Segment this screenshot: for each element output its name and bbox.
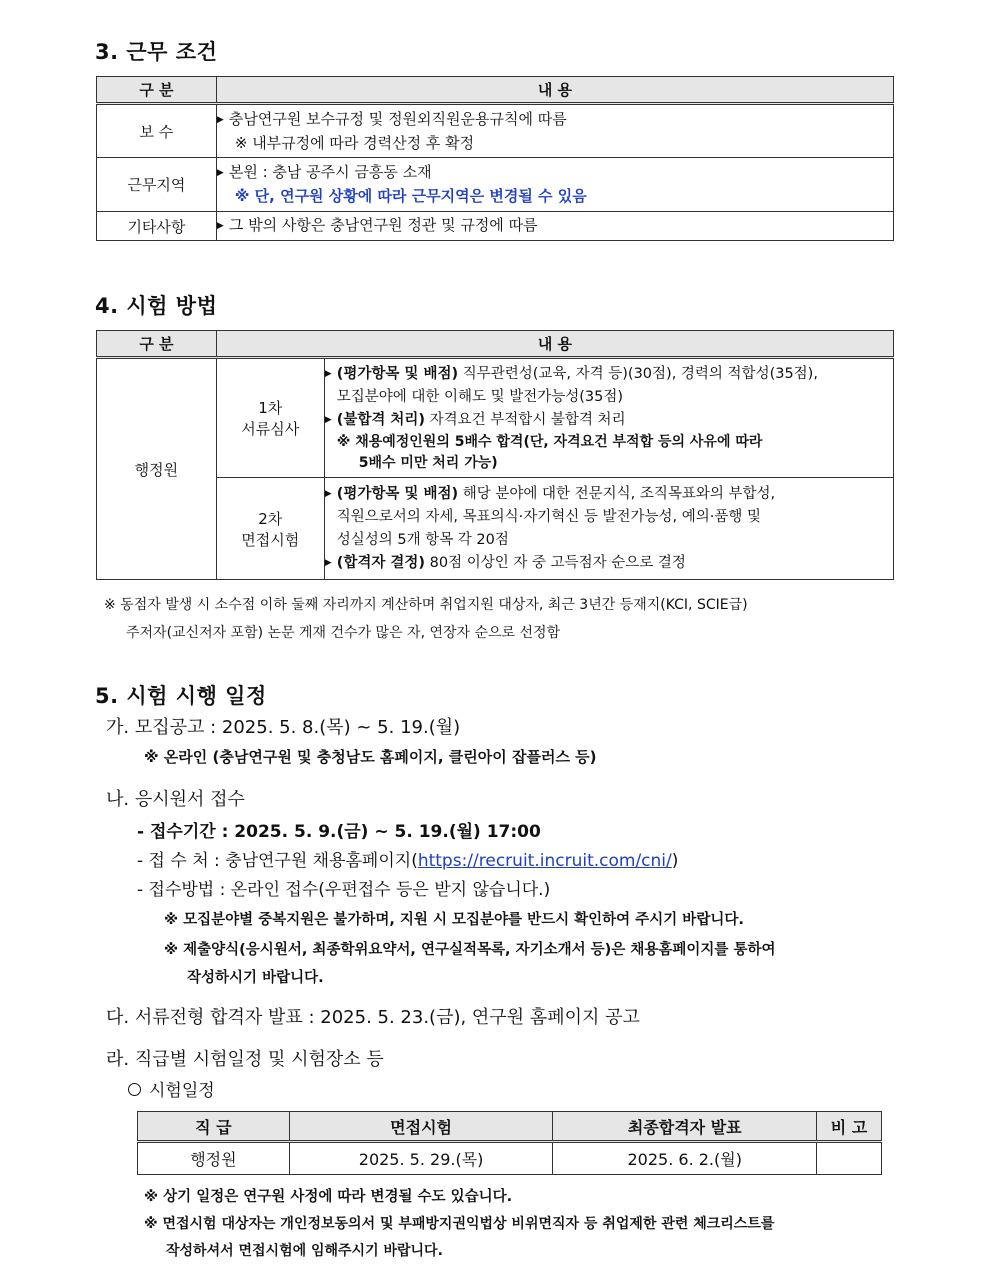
schedule-remarks [817,1142,882,1175]
tie-break-note-cont: 주저자(교신저자 포함) 논문 게재 건수가 많은 자, 연장자 순으로 선정함 [126,625,561,641]
col-header-category: 구 분 [97,77,217,104]
circle-bullet-icon [128,1083,141,1096]
triangle-bullet-icon: ▶ [216,168,224,178]
row-note-highlight: ※ 단, 연구원 상황에 따라 근무지역은 변경될 수 있음 [234,187,587,205]
application-note-1: ※ 모집분야별 중복지원은 불가하며, 지원 시 모집분야를 반드시 확인하여 주시기 바랍니다. [164,912,744,928]
schedule-final-date: 2025. 6. 2.(월) [553,1142,817,1175]
row-note: ※ 내부규정에 따라 경력산정 후 확정 [234,133,475,152]
stage-1-note: ※ 채용예정인원의 5배수 합격(단, 자격요건 부적합 등의 사유에 따라 [336,433,763,450]
tie-break-note: ※ 동점자 발생 시 소수점 이하 둘째 자리까지 계산하며 취업지원 대상자, 최근 3년간 등재지(KCI, SCIE급) [104,597,748,613]
col-header-content: 내 용 [216,77,893,104]
document-result-line: 다. 서류전형 합격자 발표 : 2025. 5. 23.(금), 연구원 홈페이지 공고 [106,1007,640,1028]
bullet-label: (평가항목 및 배점) [336,365,459,382]
application-place [137,846,678,871]
row-label: 기타사항 [97,212,217,241]
bullet-text: 80점 이상인 자 중 고득점자 순으로 결정 [425,554,686,571]
triangle-bullet-icon: ▶ [324,368,332,379]
bullet-label: (합격자 결정) [336,554,426,571]
row-label: 근무지역 [97,158,217,212]
table-row [138,1142,882,1175]
bullet-text: 직무관련성(교육, 자격 등)(30점), 경력의 적합성(35점), [458,365,818,382]
interview-checklist-note-cont: 작성하셔서 면접시험에 임해주시기 바랍니다. [166,1243,443,1259]
schedule-heading: 라. 직급별 시험일정 및 시험장소 등 [106,1049,384,1070]
application-note-2: ※ 제출양식(응시원서, 최종학위요약서, 연구실적목록, 자기소개서 등)은 채용홈페이지를 통하여 [164,942,776,958]
bullet-label: (평가항목 및 배점) [336,485,459,502]
stage-1-note-cont: 5배수 미만 처리 가능) [358,454,498,471]
application-place-label: - 접 수 처 : 충남연구원 채용홈페이지( [137,851,418,871]
stage-1-label [216,358,324,478]
bullet-continuation: 모집분야에 대한 이해도 및 발전가능성(35점) [336,388,624,405]
section-3-title: 3. 근무 조건 [95,40,218,64]
schedule-grade: 행정원 [138,1142,290,1175]
recruit-notice-line: 가. 모집공고 : 2025. 5. 8.(목) ~ 5. 19.(월) [106,717,461,738]
bullet-text: 해당 분야에 대한 전문지식, 조직목표와의 부합성, [458,485,776,502]
col-header-grade: 직 급 [138,1112,290,1142]
work-conditions-table [96,76,894,241]
stage-2-name: 면접시험 [241,530,300,549]
stage-2-label [216,478,324,580]
triangle-bullet-icon: ▶ [324,414,332,425]
stage-1-name: 서류심사 [241,420,300,438]
stage-1-number: 1차 [258,399,283,417]
schedule-interview-date: 2025. 5. 29.(목) [289,1142,553,1175]
bullet-text: 자격요건 부적합시 불합격 처리 [425,411,626,428]
schedule-change-note: ※ 상기 일정은 연구원 사정에 따라 변경될 수도 있습니다. [144,1189,513,1205]
table-row [97,358,894,478]
col-header-remarks: 비 고 [817,1112,882,1142]
exam-method-table [96,330,894,580]
schedule-sub-label: 시험일정 [149,1081,215,1101]
col-header-final-result: 최종합격자 발표 [553,1112,817,1142]
row-text: 본원 : 충남 공주시 금흥동 소재 [228,163,432,181]
row-text: 충남연구원 보수규정 및 정원외직원운용규칙에 따름 [228,109,567,128]
recruit-site-link[interactable]: https://recruit.incruit.com/cni/ [417,851,672,871]
application-method: - 접수방법 : 온라인 접수(우편접수 등은 받지 않습니다.) [137,880,551,900]
recruit-notice-note: ※ 온라인 (충남연구원 및 충청남도 홈페이지, 클린아이 잡플러스 등) [144,748,597,766]
table-row [97,104,894,158]
group-label: 행정원 [97,358,217,580]
col-header-category: 구 분 [97,331,217,358]
triangle-bullet-icon: ▶ [216,114,224,125]
application-heading: 나. 응시원서 접수 [106,789,245,810]
bullet-continuation: 직원으로서의 자세, 목표의식·자기혁신 등 발전가능성, 예의·품행 및 [336,508,761,525]
application-note-2-cont: 작성하시기 바랍니다. [187,970,324,986]
schedule-table [137,1111,882,1175]
triangle-bullet-icon: ▶ [216,221,224,231]
col-header-content: 내 용 [216,331,893,358]
section-4-title: 4. 시험 방법 [95,294,218,318]
table-row [97,478,894,580]
table-row [97,212,894,241]
stage-2-number: 2차 [258,509,283,528]
application-place-close: ) [671,851,679,871]
bullet-continuation: 성실성의 5개 항목 각 20점 [336,531,509,548]
application-period: - 접수기간 : 2025. 5. 9.(금) ~ 5. 19.(월) 17:00 [137,822,541,842]
bullet-label: (불합격 처리) [336,411,426,428]
section-5-title: 5. 시험 시행 일정 [95,684,267,708]
triangle-bullet-icon: ▶ [324,488,332,499]
triangle-bullet-icon: ▶ [324,557,332,568]
schedule-sub-heading [128,1076,215,1101]
table-row [97,158,894,212]
row-text: 그 밖의 사항은 충남연구원 정관 및 규정에 따름 [228,216,538,234]
interview-checklist-note: ※ 면접시험 대상자는 개인정보동의서 및 부패방지권익법상 비위면직자 등 취업제한 관련 체크리스트를 [144,1216,775,1232]
row-label: 보 수 [97,104,217,158]
col-header-interview: 면접시험 [289,1112,553,1142]
